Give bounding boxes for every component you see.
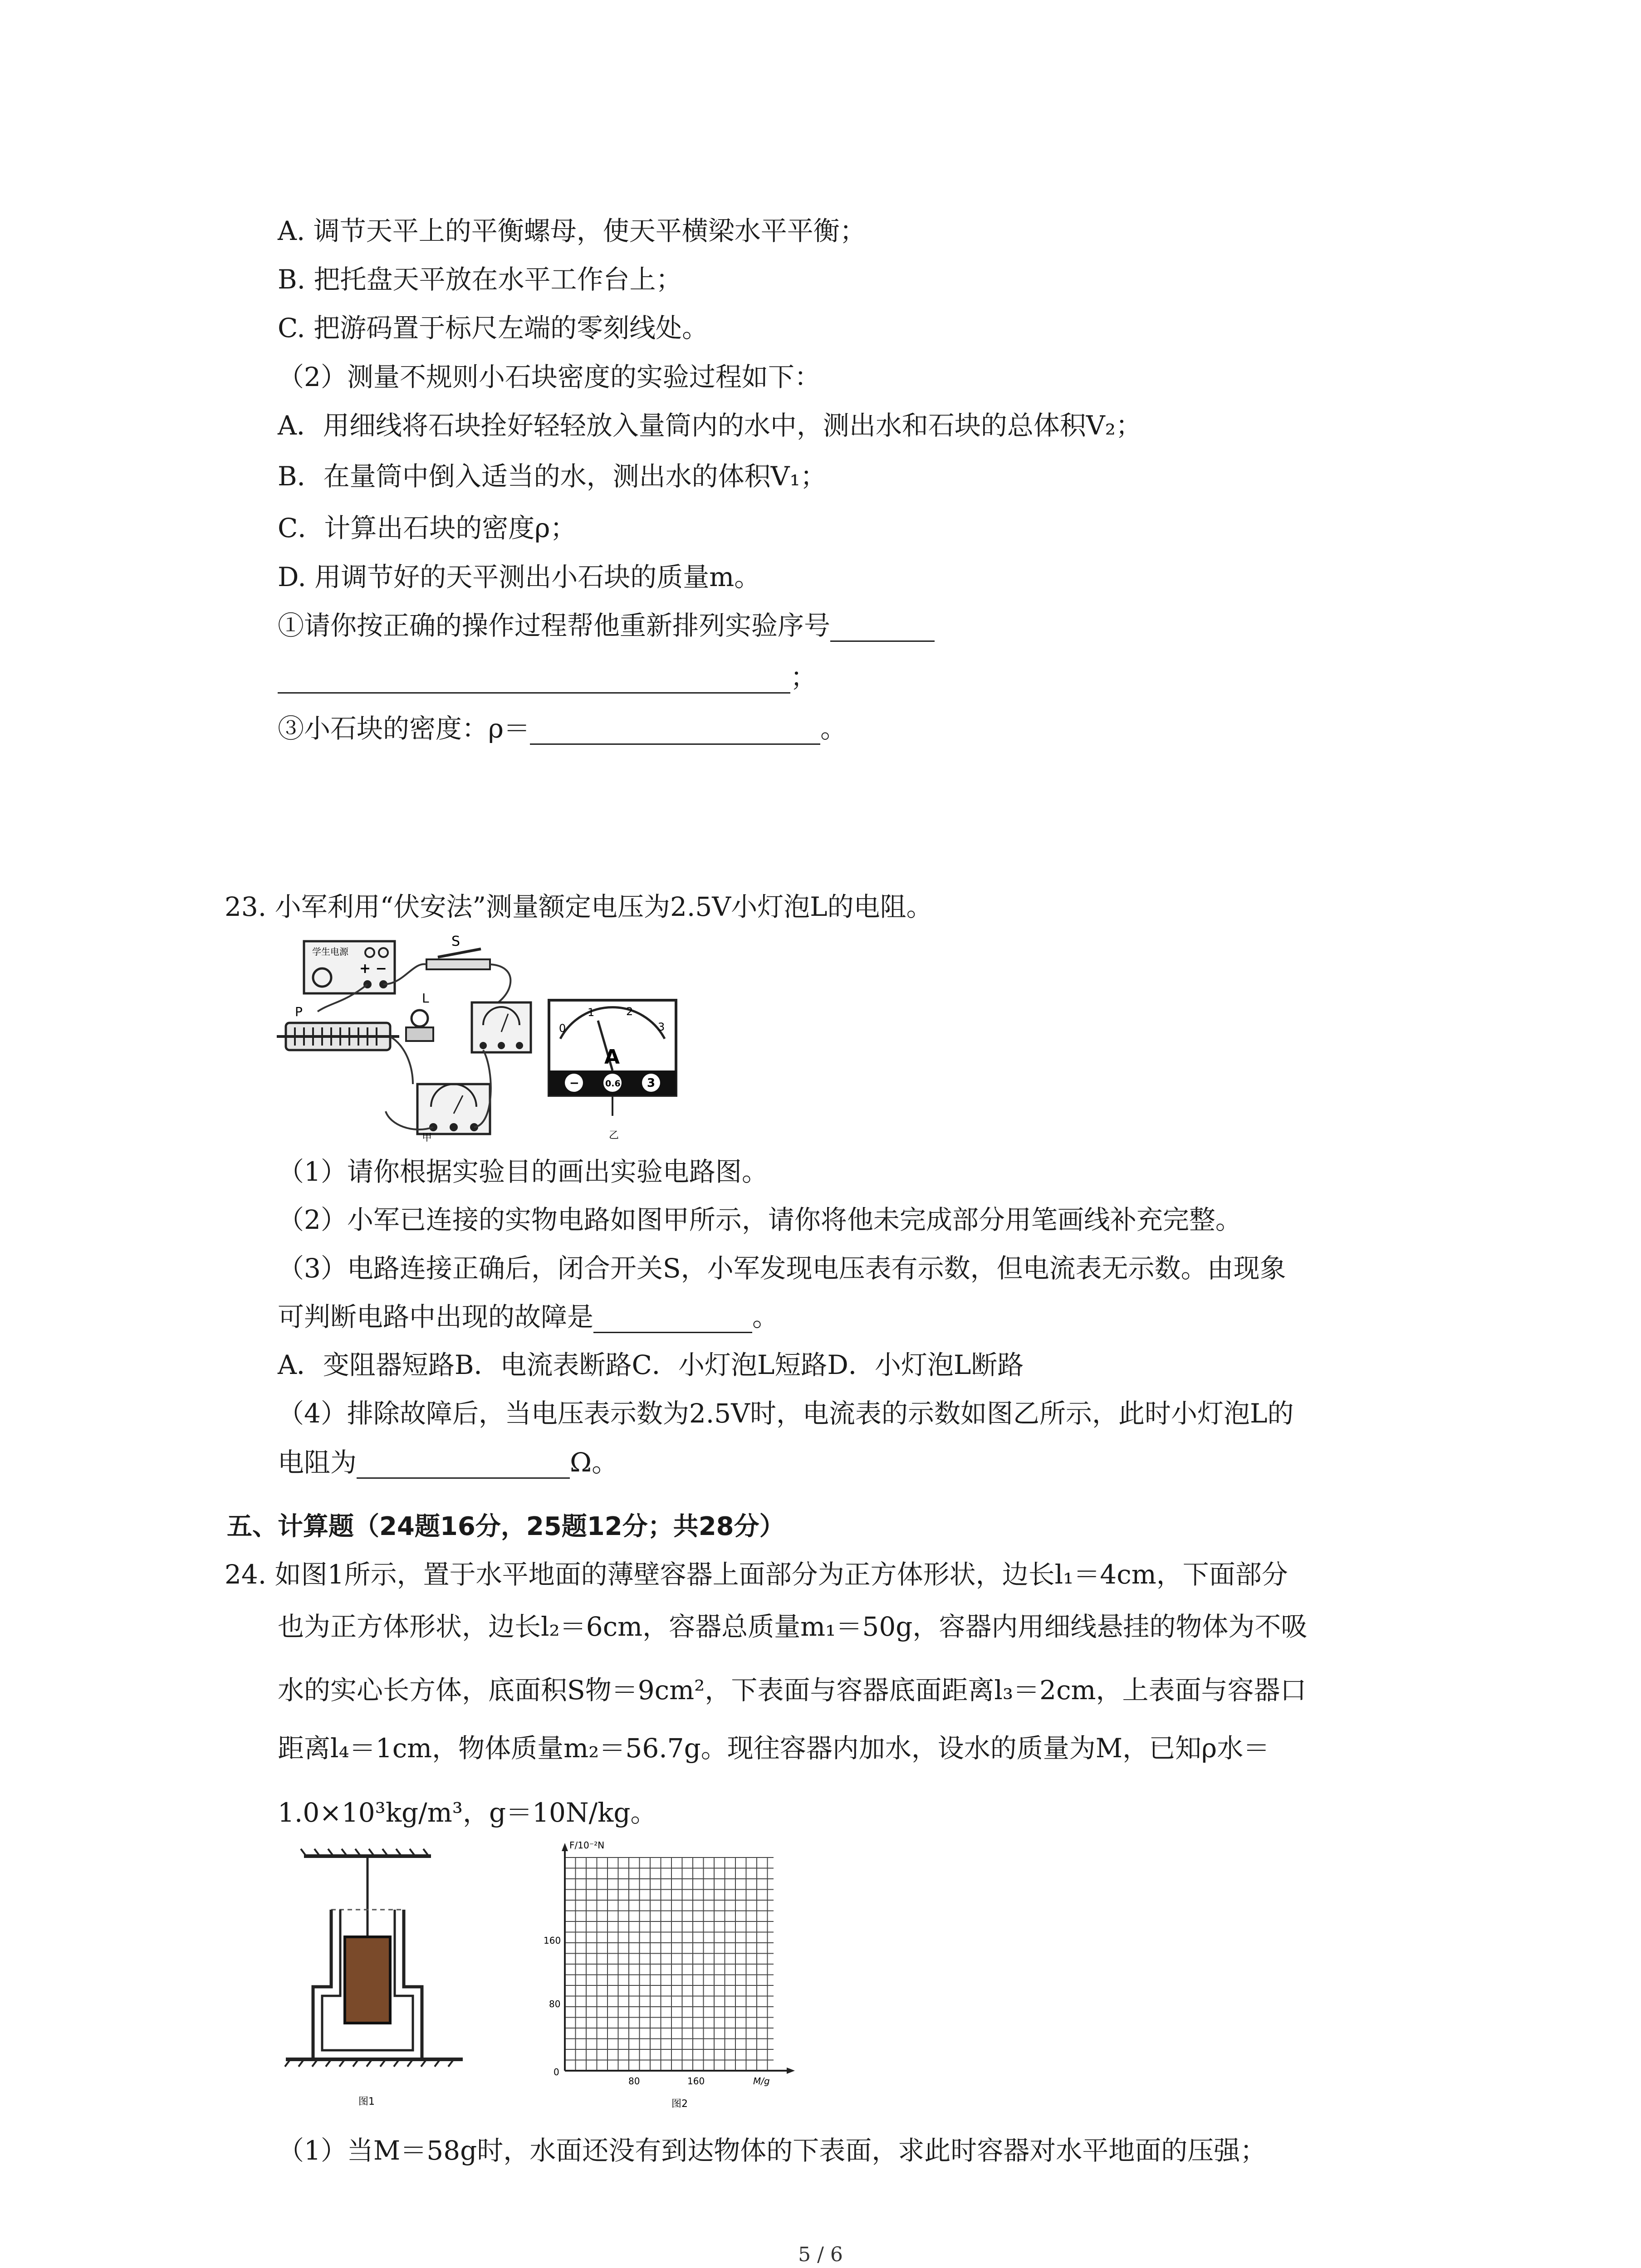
terminal-3: 3 <box>647 1076 656 1090</box>
answer-blank-density[interactable] <box>530 718 820 745</box>
q22-order-line2 <box>278 661 817 694</box>
q22-step-a: A. 调节天平上的平衡螺母，使天平横梁水平平衡； <box>278 215 866 246</box>
lamp-bulb <box>411 1010 428 1026</box>
ytick-80: 80 <box>549 1999 561 2009</box>
x-axis-label: M/g <box>753 2076 770 2087</box>
slider-label: P <box>295 1004 303 1019</box>
period: 。 <box>820 713 847 744</box>
switch-label: S <box>451 934 460 949</box>
q23-part4-line2 <box>278 1446 618 1479</box>
scale-0: 0 <box>559 1022 566 1035</box>
q22-step-c: C. 把游码置于标尺左端的零刻线处。 <box>278 313 709 343</box>
ohm-unit: Ω。 <box>570 1447 618 1478</box>
q22-order-prompt <box>278 609 935 642</box>
scale-1: 1 <box>588 1006 595 1019</box>
q23-stem: 23. 小军利用“伏安法”测量额定电压为2.5V小灯泡L的电阻。 <box>225 891 933 922</box>
q22-part2: （2）测量不规则小石块密度的实验过程如下： <box>278 362 821 392</box>
q24-line2: 也为正方体形状，边长l₂＝6cm，容器总质量m₁＝50g，容器内用细线悬挂的物体为不吸 <box>278 1611 1308 1642</box>
q22-order-text: ①请你按正确的操作过程帮他重新排列实验序号 <box>278 610 831 641</box>
q24-line3: 水的实心长方体，底面积S物＝9cm²，下表面与容器底面距离l₃＝2cm，上表面与容器口 <box>278 1675 1307 1706</box>
q22-density-d: D. 用调节好的天平测出小石块的质量m。 <box>278 562 761 592</box>
density-text: ③小石块的密度：ρ＝ <box>278 713 530 744</box>
semicolon: ； <box>790 662 817 693</box>
supply-label: 学生电源 <box>312 946 348 957</box>
fault-text: 可判断电路中出现的故障是 <box>278 1301 594 1332</box>
scale-3: 3 <box>658 1021 665 1033</box>
ammeter-dial <box>549 1000 676 1141</box>
y-axis-label: F/10⁻²N <box>569 1840 605 1851</box>
q22-density-result <box>278 712 847 745</box>
q22-density-c: C．计算出石块的密度ρ； <box>278 513 577 543</box>
ytick-160: 160 <box>544 1935 561 1946</box>
supply-terminals: + − <box>359 961 387 977</box>
q22-step-b: B. 把托盘天平放在水平工作台上； <box>278 264 682 295</box>
q23-part2: （2）小军已连接的实物电路如图甲所示，请你将他未完成部分用笔画线补充完整。 <box>278 1204 1242 1235</box>
solid-block <box>345 1937 390 2023</box>
ammeter-symbol: A <box>604 1046 620 1069</box>
answer-blank-order[interactable] <box>830 615 935 642</box>
q22-density-b: B．在量筒中倒入适当的水，测出水的体积V₁； <box>278 461 827 492</box>
resistance-text: 电阻为 <box>278 1447 357 1478</box>
switch-blade <box>438 949 481 957</box>
q22-density-a: A．用细线将石块拴好轻轻放入量筒内的水中，测出水和石块的总体积V₂； <box>278 410 1142 441</box>
answer-blank-fault[interactable] <box>593 1306 752 1333</box>
scale-2: 2 <box>626 1005 633 1018</box>
caption-yi: 乙 <box>609 1130 619 1141</box>
q23-options: A．变阻器短路B．电流表断路C．小灯泡L短路D．小灯泡L断路 <box>278 1349 1024 1380</box>
grid-figure <box>526 1835 798 2112</box>
terminal-06: 0.6 <box>605 1079 621 1089</box>
q23-part4: （4）排除故障后，当电压表示数为2.5V时，电流表的示数如图乙所示，此时小灯泡L的 <box>278 1398 1294 1429</box>
caption-fig1: 图1 <box>358 2096 375 2107</box>
page-number: 5 / 6 <box>798 2243 843 2266</box>
answer-blank-resistance[interactable] <box>357 1452 570 1479</box>
caption-jia: 甲 <box>422 1132 432 1143</box>
caption-fig2: 图2 <box>671 2098 688 2110</box>
xtick-80: 80 <box>628 2076 640 2087</box>
period: 。 <box>752 1301 779 1332</box>
container-figure <box>281 1846 476 2109</box>
q24-line5: 1.0×10³kg/m³，g＝10N/kg。 <box>278 1797 657 1828</box>
q23-part1: （1）请你根据实验目的画出实验电路图。 <box>278 1156 768 1187</box>
terminal-minus: − <box>569 1076 579 1090</box>
lamp-label: L <box>422 991 429 1006</box>
section-heading: 五、计算题（24题16分，25题12分；共28分） <box>227 1512 785 1541</box>
ytick-0: 0 <box>554 2067 559 2077</box>
q23-part3-line2 <box>278 1300 779 1333</box>
q24-part1: （1）当M＝58g时，水面还没有到达物体的下表面，求此时容器对水平地面的压强； <box>278 2135 1267 2166</box>
q24-line4: 距离l₄＝1cm，物体质量m₂＝56.7g。现往容器内加水，设水的质量为M，已知ρ水＝ <box>278 1733 1270 1764</box>
xtick-160: 160 <box>687 2076 705 2087</box>
circuit-figure <box>277 934 685 1143</box>
grid-lines <box>565 1857 774 2071</box>
q23-part3: （3）电路连接正确后，闭合开关S，小军发现电压表有示数，但电流表无示数。由现象 <box>278 1253 1286 1284</box>
q24-line1: 24. 如图1所示，置于水平地面的薄壁容器上面部分为正方体形状，边长l₁＝4cm，下面部分 <box>225 1559 1288 1590</box>
switch-base <box>426 959 490 969</box>
answer-blank-order-cont[interactable] <box>278 667 790 694</box>
